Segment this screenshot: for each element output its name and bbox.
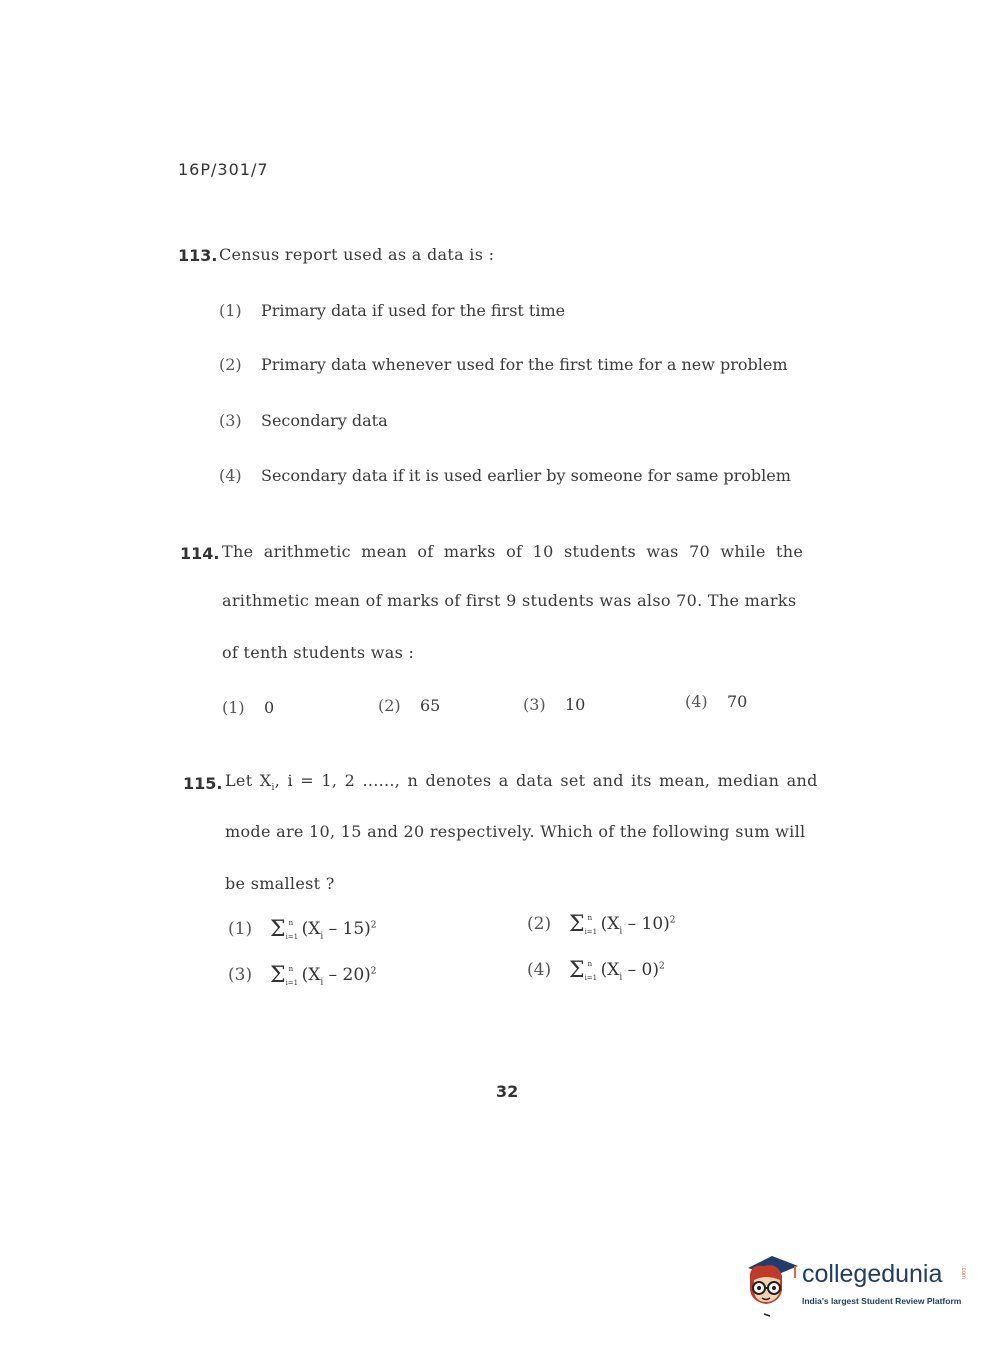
superscript: 2	[669, 915, 676, 926]
question-115-option-1	[228, 915, 377, 941]
lower-limit: i=1	[584, 927, 598, 936]
question-114-option-2	[378, 696, 440, 715]
term-rest: – 10)	[622, 914, 670, 934]
term-rest: – 20)	[323, 965, 371, 985]
term: (X	[600, 914, 620, 934]
option-number: (1)	[228, 919, 253, 939]
question-115-line-1	[225, 771, 818, 793]
line-rest: , i = 1, 2 ......, n denotes a data set and its mean, median and	[274, 771, 818, 790]
superscript: 2	[370, 966, 377, 977]
option-text: Secondary data	[261, 411, 388, 430]
question-113-option-3	[219, 411, 388, 430]
option-text: 70	[727, 692, 748, 711]
option-text: Primary data whenever used for the first time for a new problem	[261, 355, 788, 374]
option-text: 10	[565, 695, 586, 714]
question-114-line-3: of tenth students was :	[222, 643, 415, 662]
logo-wordmark: collegedunia	[802, 1260, 943, 1288]
option-number: (3)	[523, 695, 546, 714]
question-115-line-3: be smallest ?	[225, 874, 335, 893]
mascot-icon	[742, 1250, 800, 1320]
lower-limit: i=1	[285, 932, 299, 941]
question-114-line-2: arithmetic mean of marks of first 9 students was also 70. The marks	[222, 591, 797, 610]
option-number: (3)	[228, 965, 253, 985]
page-number: 32	[496, 1082, 519, 1101]
sigma-icon: Σ	[270, 963, 286, 988]
question-114-option-4	[685, 692, 747, 711]
upper-limit: n	[288, 964, 294, 973]
option-text: Secondary data if it is used earlier by someone for same problem	[261, 466, 791, 485]
term: (X	[301, 965, 321, 985]
option-number: (3)	[219, 411, 242, 430]
option-number: (2)	[219, 355, 242, 374]
option-number: (1)	[222, 698, 245, 717]
option-number: (2)	[378, 696, 401, 715]
option-number: (4)	[219, 466, 242, 485]
subscript: i	[271, 783, 275, 794]
term: (X	[600, 960, 620, 980]
option-number: (2)	[527, 914, 552, 934]
question-113-option-4	[219, 466, 791, 485]
upper-limit: n	[587, 913, 593, 922]
question-114-option-1	[222, 698, 274, 717]
question-115-option-3	[228, 961, 377, 987]
upper-limit: n	[288, 918, 294, 927]
question-115-number: 115.	[183, 774, 223, 793]
option-number: (1)	[219, 301, 242, 320]
collegedunia-logo[interactable]	[742, 1250, 972, 1320]
question-114-number: 114.	[180, 544, 220, 563]
option-number: (4)	[527, 960, 552, 980]
subscript: i	[619, 926, 623, 937]
option-text: 65	[420, 696, 441, 715]
term-rest: – 15)	[323, 919, 371, 939]
subscript: i	[320, 931, 324, 942]
superscript: 2	[370, 920, 377, 931]
line-prefix: Let X	[225, 771, 272, 790]
superscript: 2	[658, 961, 665, 972]
subscript: i	[320, 977, 324, 988]
question-113-number: 113.	[178, 246, 218, 265]
sigma-icon: Σ	[270, 917, 286, 942]
question-113-option-1	[219, 301, 565, 320]
sigma-icon: Σ	[569, 958, 585, 983]
logo-domain-suffix: .com	[960, 1266, 966, 1280]
question-115-option-2	[527, 910, 676, 936]
paper-code: 16P/301/7	[178, 160, 269, 179]
question-115-line-2: mode are 10, 15 and 20 respectively. Which of the following sum will	[225, 822, 806, 841]
logo-tagline: India's largest Student Review Platform	[802, 1296, 962, 1306]
option-number: (4)	[685, 692, 708, 711]
question-115-option-4	[527, 956, 665, 982]
question-114-line-1: The arithmetic mean of marks of 10 students was 70 while the	[222, 542, 804, 561]
subscript: i	[619, 972, 623, 983]
option-text: Primary data if used for the first time	[261, 301, 566, 320]
term: (X	[301, 919, 321, 939]
question-113-option-2	[219, 355, 788, 374]
lower-limit: i=1	[285, 978, 299, 987]
question-113-text: Census report used as a data is :	[219, 245, 495, 264]
sigma-icon: Σ	[569, 912, 585, 937]
term-rest: – 0)	[622, 960, 659, 980]
option-text: 0	[264, 698, 275, 717]
upper-limit: n	[587, 959, 593, 968]
question-114-option-3	[523, 695, 585, 714]
lower-limit: i=1	[584, 973, 598, 982]
